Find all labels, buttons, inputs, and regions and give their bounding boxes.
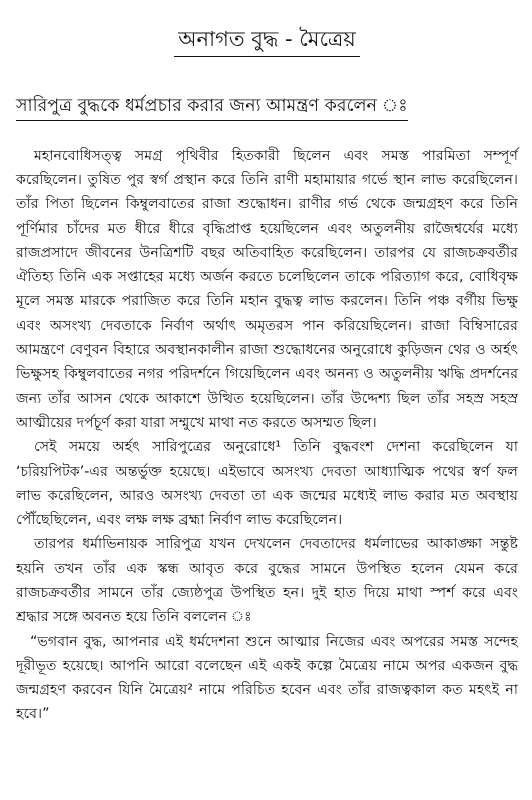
title-container: [16, 10, 518, 71]
paragraph-1: মহানবোধিসত্ত্ব সমগ্র পৃথিবীর হিতকারী ছিলেন এবং সমস্ত পারমিতা সম্পূর্ণ করেছিলেন। তুষিত পুর স্বর্গ প্রস্থান করে তিনি রাণী মহামায়ার গর্ভে স্থান লাভ করেছিলেন। তাঁর পিতা ছিলেন কিম্বুলবাতের রাজা শুদ্ধোধন। রাণীর গর্ভ থেকে জন্মগ্রহণ করে তিনি পূর্ণিমার চাঁদের মত ধীরে ধীরে বৃদ্ধিপ্রাপ্ত হয়েছিলেন এবং অতুলনীয় রাজৈশ্বর্যের মধ্যে রাজপ্রসাদে জীবনের উনত্রিশটি বছর অতিবাহিত করেছিলেন। তারপর যে রাজচক্রবর্তীর ঐতিহ্য তিনি এক সপ্তাহের মধ্যে অর্জন করতে চলেছিলেন তাকে পরিত্যাগ করে, বোধিবৃক্ষ মূলে সমস্ত মারকে পরাজিত করে তিনি মহান বুদ্ধত্ব লাভ করলেন। তিনি পঞ্চ বর্গীয় ভিক্ষু এবং অসংখ্য দেবতাকে নির্বাণ অর্থাৎ অমৃতরস পান করিয়েছিলেন। রাজা বিম্বিসারের আমন্ত্রণে বেণুবন বিহারে অবস্থানকালীন রাজা শুদ্ধোধনের অনুরোধে কুড়িজন থের ও অর্হৎ ভিক্ষুসহ কিম্বুলবাতের নগর পরিদর্শনে গিয়েছিলেন এবং অনন্য ও অতুলনীয় ঋদ্ধি প্রদর্শনের জন্য তাঁর আসন থেকে আকাশে উত্থিত হয়েছিলেন। তাঁর উদ্দেশ্য ছিল তাঁর সহস্র সহস্র আত্মীয়ের দর্পচূর্ণ করা যারা সম্মুখে মাথা নত করতে অসম্মত ছিল।: [16, 147, 518, 431]
paragraph-2: সেই সময়ে অর্হৎ সারিপুত্রের অনুরোধে¹ তিনি বুদ্ধবংশ দেশনা করেছিলেন যা ‘চরিয়পিটক’-এর অন্তর্ভুক্ত হয়েছে। এইভাবে অসংখ্য দেবতা আধ্যাত্মিক পথের স্বর্ণ ফল লাভ করেছিলেন, আরও অসংখ্য দেবতা তা এক জন্মের মধ্যেই লাভ করার মত অবস্থায় পৌঁছেছিলেন, এবং লক্ষ লক্ষ ব্রহ্মা নির্বাণ লাভ করেছিলেন।: [16, 439, 518, 529]
page-title: অনাগত বুদ্ধ - মৈত্রেয়: [174, 24, 359, 57]
quoted-speech: “ভগবান বুদ্ধ, আপনার এই ধর্মদেশনা শুনে আত্মার নিজের এবং অপরের সমস্ত সন্দেহ দূরীভূত হয়েছে। আপনি আরো বলেছেন এই একই কল্পে মৈত্রেয় নামে অপর একজন বুদ্ধ জন্মগ্রহণ করবেন যিনি মৈত্রেয়² নামে পরিচিত হবেন এবং তাঁর রাজত্বকাল কত মহৎই না হবে।”: [16, 633, 518, 723]
body-text: [16, 144, 518, 727]
section-heading: সারিপুত্র বুদ্ধকে ধর্মপ্রচার করার জন্য আমন্ত্রণ করলেন ঃ: [16, 93, 408, 121]
paragraph-3: তারপর ধর্মাভিনায়ক সারিপুত্র যখন দেখলেন দেবতাদের ধর্মলাভের আকাঙ্ক্ষা সন্তুষ্ট হয়নি তখন তাঁর এক স্কন্ধ আবৃত করে বুদ্ধের সামনে উপস্থিত হলেন যেমন করে রাজচক্রবর্তীর সামনে তাঁর জ্যেষ্ঠপুত্র উপস্থিত হন। দুই হাত দিয়ে মাথা স্পর্শ করে এবং শ্রদ্ধার সঙ্গে অবনত হয়ে তিনি বললেন ঃ: [16, 536, 518, 626]
